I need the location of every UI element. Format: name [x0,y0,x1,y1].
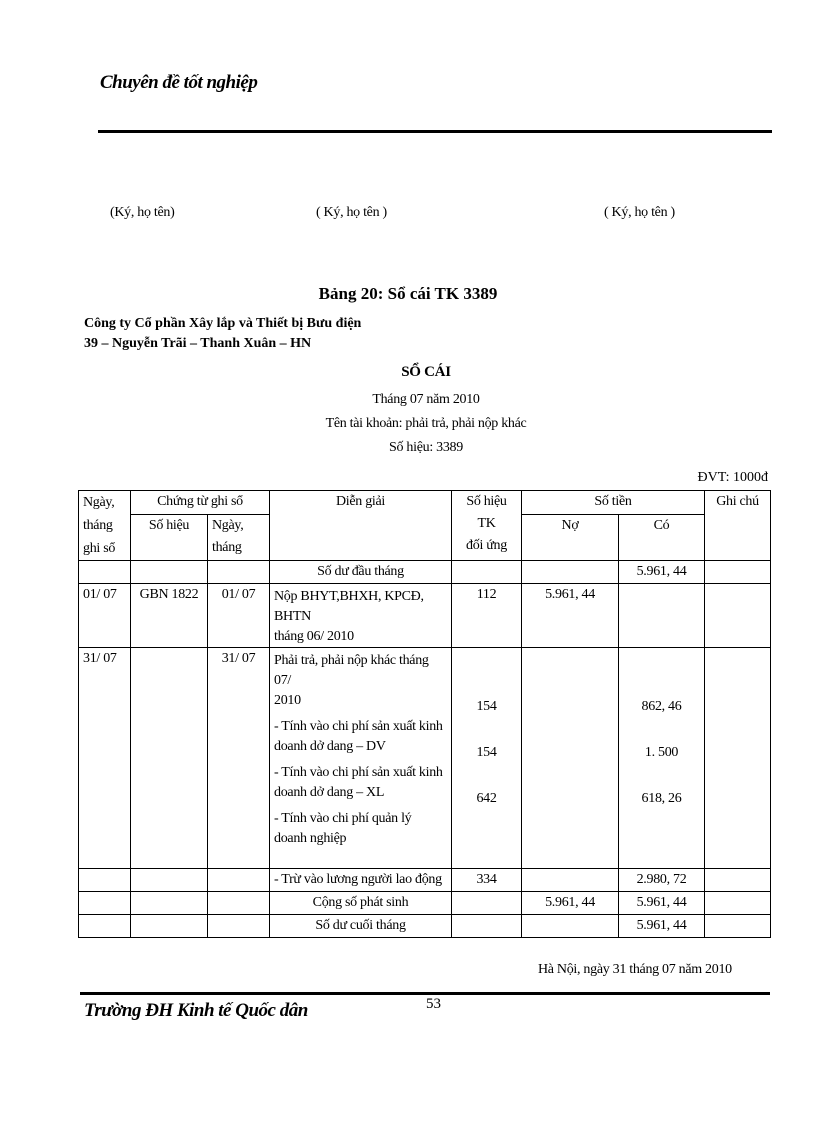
company-name: Công ty Cổ phần Xây lắp và Thiết bị Bưu điện [84,316,362,331]
table-row [79,584,771,648]
col-debit: Nợ [522,514,619,560]
closing-credit: 5.961, 44 [619,915,705,938]
signature-label-1: (Ký, họ tên) [110,205,175,220]
row1-date: 01/ 07 [79,584,131,648]
opening-credit: 5.961, 44 [619,561,705,584]
row-opening-balance [79,561,771,584]
ledger-heading: SỔ CÁI [401,364,451,380]
row3-account: 334 [452,869,522,892]
opening-desc: Số dư đầu tháng [270,561,452,584]
page-number: 53 [426,996,441,1012]
col-note: Ghi chú [705,491,771,561]
row1-account: 112 [452,584,522,648]
closing-desc: Số dư cuối tháng [270,915,452,938]
ledger-period: Tháng 07 năm 2010 [372,392,480,407]
row3-desc: - Trừ vào lương người lao động [270,869,452,892]
signature-label-2: ( Ký, họ tên ) [316,205,387,220]
row1-voucher-no: GBN 1822 [131,584,208,648]
col-date: Ngày, tháng ghi sổ [79,491,131,561]
col-description: Diễn giải [270,491,452,561]
account-number: Số hiệu: 3389 [389,440,463,455]
row1-voucher-date: 01/ 07 [208,584,270,648]
row2-desc: Phải trả, phải nộp khác tháng 07/ 2010 - Tính vào chi phí sản xuất kinh doanh dở dang – DV - Tính vào chi phí sản xuất kinh doanh dở dang – XL - Tính vào chi phí quản lý doanh nghiệp [270,648,452,869]
header-title: Chuyên đề tốt nghiệp [100,72,258,93]
unit-label: ĐVT: 1000đ [697,470,768,485]
col-credit: Có [619,514,705,560]
table-title: Bảng 20: Sổ cái TK 3389 [318,284,498,303]
table-row [79,648,771,869]
footer-rule [80,992,770,995]
ledger-table [78,490,771,938]
row1-debit: 5.961, 44 [522,584,619,648]
row1-desc: Nộp BHYT,BHXH, KPCĐ, BHTN tháng 06/ 2010 [270,584,452,648]
row2-credits: 862, 46 1. 500 618, 26 [619,648,705,869]
footer-school: Trường ĐH Kinh tế Quốc dân [84,1000,308,1021]
row2-date: 31/ 07 [79,648,131,869]
col-voucher: Chứng từ ghi sổ [131,491,270,515]
col-voucher-date: Ngày, tháng [208,514,270,560]
signature-label-3: ( Ký, họ tên ) [604,205,675,220]
table-row [79,869,771,892]
row2-voucher-date: 31/ 07 [208,648,270,869]
company-info [84,314,361,354]
col-amount: Số tiền [522,491,705,515]
row3-credit: 2.980, 72 [619,869,705,892]
account-name: Tên tài khoản: phải trả, phải nộp khác [325,416,527,431]
header-row-1 [79,491,771,515]
place-date: Hà Nội, ngày 31 tháng 07 năm 2010 [538,962,732,977]
company-address: 39 – Nguyễn Trãi – Thanh Xuân – HN [84,336,312,351]
total-credit: 5.961, 44 [619,892,705,915]
col-voucher-no: Số hiệu [131,514,208,560]
header-rule [98,130,772,133]
total-debit: 5.961, 44 [522,892,619,915]
row-closing-balance [79,915,771,938]
row-total [79,892,771,915]
row2-accounts: 154 154 642 [452,648,522,869]
total-desc: Cộng số phát sinh [270,892,452,915]
col-contra-account: Số hiệu TK đối ứng [452,491,522,561]
